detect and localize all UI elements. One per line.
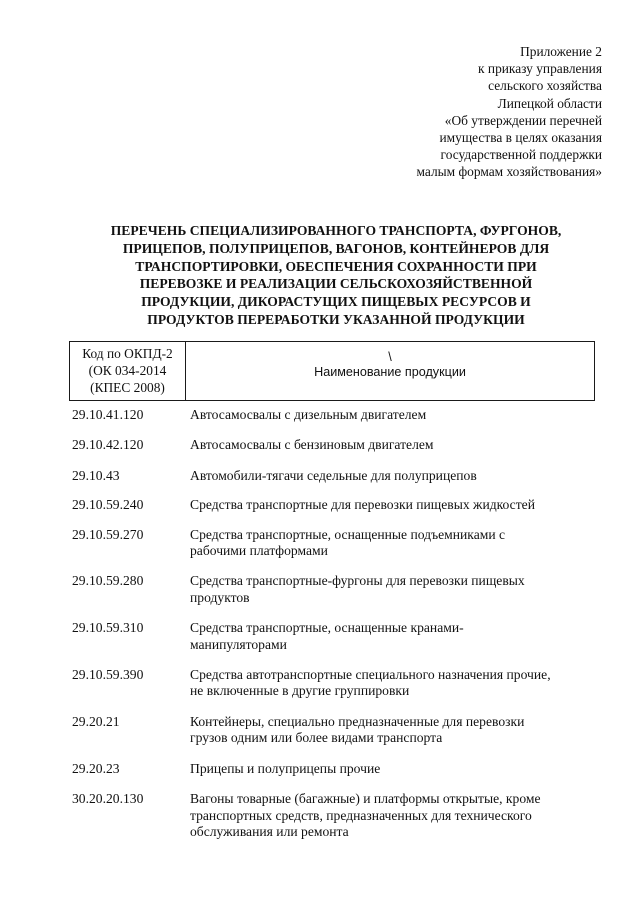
document-title: [72, 222, 600, 329]
product-name: [190, 527, 602, 560]
product-name: [190, 573, 602, 606]
product-code: 29.10.59.240: [72, 497, 144, 513]
product-name: [190, 468, 602, 484]
product-name-line: не включенные в другие группировки: [190, 683, 410, 699]
title-line: ПЕРЕВОЗКЕ И РЕАЛИЗАЦИИ СЕЛЬСКОХОЗЯЙСТВЕННОЙ: [139, 276, 533, 292]
product-name-line: Автосамосвалы с бензиновым двигателем: [190, 437, 434, 453]
table-row: [72, 761, 602, 777]
product-code: 29.10.43: [72, 467, 120, 483]
header-code-line: Код по ОКПД-2: [82, 346, 173, 361]
header-name-line: \: [388, 350, 392, 364]
appendix-line: имущества в целях оказания: [439, 130, 602, 146]
appendix-line: Приложение 2: [520, 44, 602, 59]
product-code: 29.20.23: [72, 760, 120, 776]
table-row: [72, 527, 602, 560]
product-code: 29.10.59.270: [72, 526, 144, 542]
product-name-line: грузов одним или более видами транспорта: [190, 730, 443, 746]
product-name-line: Средства автотранспортные специального назначения прочие,: [190, 667, 551, 683]
product-name-line: Автосамосвалы с дизельным двигателем: [190, 407, 427, 422]
header-name-line: Наименование продукции: [314, 365, 466, 379]
product-name-line: продуктов: [190, 589, 250, 605]
product-name-line: Средства транспортные для перевозки пищевых жидкостей: [190, 497, 535, 513]
appendix-line: «Об утверждении перечней: [444, 112, 602, 128]
table-row: [72, 437, 602, 453]
table-row: [72, 791, 602, 840]
title-line: ТРАНСПОРТИРОВКИ, ОБЕСПЕЧЕНИЯ СОХРАННОСТИ ПРИ: [135, 258, 537, 274]
product-code: 29.20.21: [72, 713, 120, 729]
appendix-line: малым формам хозяйствования»: [416, 164, 602, 180]
product-name: [190, 620, 602, 653]
table-row: [72, 714, 602, 747]
appendix-line: государственной поддержки: [440, 147, 602, 163]
product-name: [190, 761, 602, 777]
table-row: [72, 573, 602, 606]
header-name-cell: [186, 342, 594, 400]
product-name-line: Вагоны товарные (багажные) и платформы открытые, кроме: [190, 791, 541, 807]
product-code: 29.10.41.120: [72, 407, 144, 422]
product-name: [190, 497, 602, 513]
product-name-line: рабочими платформами: [190, 543, 328, 559]
product-name-line: Средства транспортные, оснащенные кранами-: [190, 620, 464, 636]
header-code-line: (ОК 034-2014: [88, 363, 167, 378]
product-name-line: транспортных средств, предназначенных для технического: [190, 807, 532, 823]
title-line: ПРИЦЕПОВ, ПОЛУПРИЦЕПОВ, ВАГОНОВ, КОНТЕЙНЕРОВ ДЛЯ: [122, 240, 550, 256]
product-name-line: Средства транспортные-фургоны для перевозки пищевых: [190, 573, 525, 589]
product-name: [190, 407, 602, 423]
product-name: [190, 667, 602, 700]
product-name-line: Контейнеры, специально предназначенные для перевозки: [190, 713, 525, 729]
product-name-line: обслуживания или ремонта: [190, 823, 349, 839]
product-name-line: Средства транспортные, оснащенные подъемниками с: [190, 526, 506, 542]
product-name: [190, 437, 602, 453]
product-name: [190, 791, 602, 840]
product-list: [72, 407, 602, 840]
product-code: 29.10.59.310: [72, 620, 144, 636]
header-code-line: (КПЕС 2008): [90, 380, 165, 395]
table-header: [69, 341, 595, 401]
appendix-line: сельского хозяйства: [488, 78, 602, 94]
title-line: ПРОДУКТОВ ПЕРЕРАБОТКИ УКАЗАННОЙ ПРОДУКЦИИ: [147, 311, 525, 327]
appendix-line: к приказу управления: [478, 61, 602, 77]
product-name: [190, 714, 602, 747]
table-row: [72, 468, 602, 484]
table-row: [72, 407, 602, 423]
table-row: [72, 497, 602, 513]
table-row: [72, 620, 602, 653]
product-code: 29.10.59.390: [72, 667, 144, 683]
product-code: 29.10.59.280: [72, 573, 144, 589]
title-line: ПРОДУКЦИИ, ДИКОРАСТУЩИХ ПИЩЕВЫХ РЕСУРСОВ И: [141, 294, 531, 310]
table-row: [72, 667, 602, 700]
product-code: 29.10.42.120: [72, 437, 144, 453]
product-name-line: манипуляторами: [190, 636, 287, 652]
appendix-note: [302, 43, 602, 181]
appendix-line: Липецкой области: [497, 95, 602, 111]
product-name-line: Прицепы и полуприцепы прочие: [190, 760, 381, 776]
header-code-cell: [70, 342, 186, 400]
product-name-line: Автомобили-тягачи седельные для полуприцепов: [190, 467, 477, 483]
title-line: ПЕРЕЧЕНЬ СПЕЦИАЛИЗИРОВАННОГО ТРАНСПОРТА, ФУРГОНОВ,: [110, 223, 562, 238]
product-code: 30.20.20.130: [72, 791, 144, 807]
